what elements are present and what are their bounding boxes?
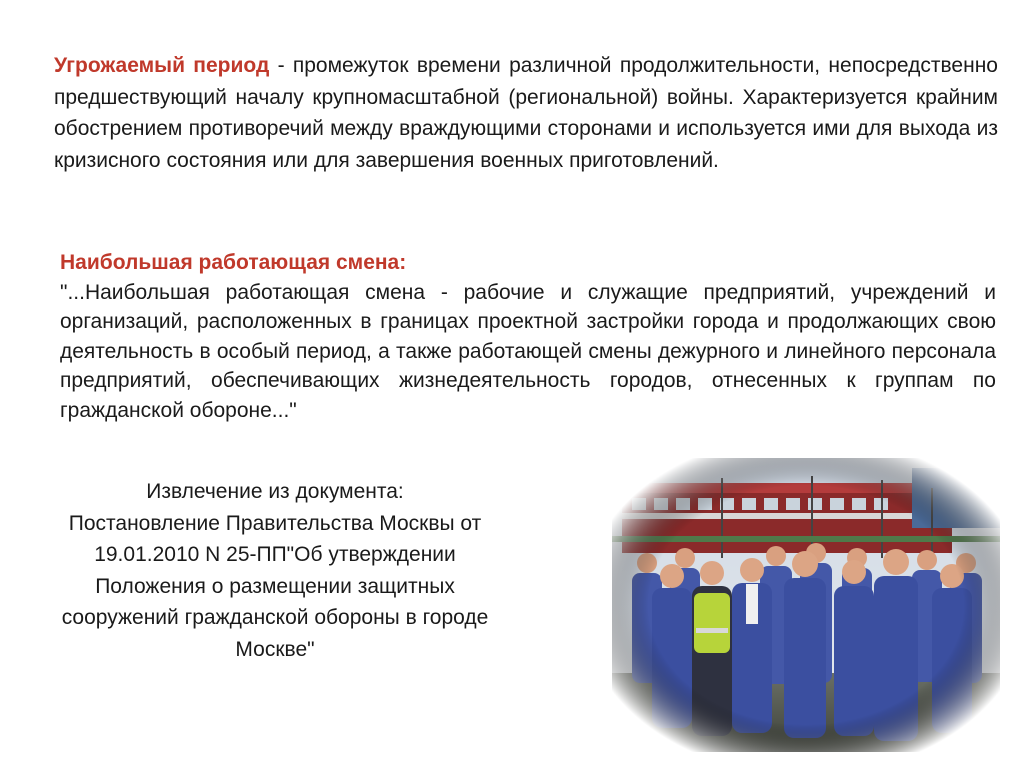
- shift-heading: Наибольшая работающая смена:: [60, 251, 407, 274]
- definition-term: Угрожаемый период: [54, 54, 270, 77]
- workers-illustration: [612, 458, 1000, 752]
- source-document: Постановление Правительства Москвы от 19.01.2010 N 25-ПП"Об утверждении Положения о размещении защитных сооружений гражданской обороны в городе Москве": [61, 511, 489, 661]
- definition-text: - промежуток времени различной продолжительности, непосредственно предшествующий началу крупномасштабной (региональной) войны. Характеризуется крайним обострением противоречий между враждующими сторонами и используется ими для выхода из кризисного состояния или для завершения военных приготовлений.: [54, 54, 998, 172]
- source-label: Извлечение из документа:: [146, 480, 404, 503]
- shift-quote: "...Наибольшая работающая смена - рабочие и служащие предприятий, учреждений и организаций, расположенных в границах проектной застройки города и продолжающих свою деятельность в особый период, а также работающей смены дежурного и линейного персонала предприятий, обеспечивающих жизнедеятельность городов, отнесенных к группам по гражданской обороне...": [60, 280, 996, 422]
- shift-section: [60, 248, 996, 425]
- source-citation: [40, 476, 510, 665]
- workers-photo: [612, 458, 1000, 752]
- definition-paragraph: [54, 50, 998, 176]
